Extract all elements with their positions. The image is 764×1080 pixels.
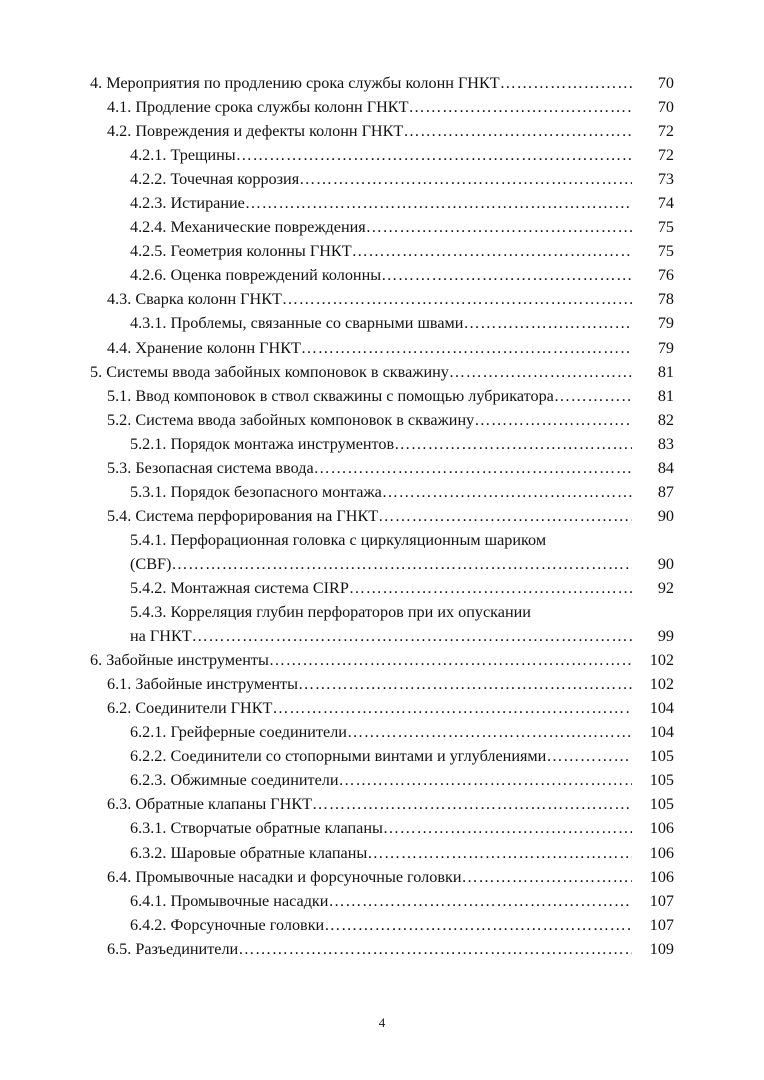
toc-entry-title: 5. Системы ввода забойных компоновок в скважину xyxy=(90,362,449,381)
toc-dot-leader xyxy=(352,239,632,263)
toc-dot-leader xyxy=(299,167,632,191)
toc-entry-line xyxy=(130,215,632,239)
toc-entry-title: 5.4.1. Перфорационная головка с циркуляционным шариком xyxy=(130,530,547,549)
toc-entry[interactable] xyxy=(0,191,764,215)
toc-entry-page: 83 xyxy=(657,434,674,453)
toc-entry[interactable] xyxy=(0,744,764,768)
toc-entry-title: 4.3.1. Проблемы, связанные со сварными швами xyxy=(130,314,464,333)
toc-entry[interactable] xyxy=(0,95,764,119)
toc-entry-title-continuation: на ГНКТ xyxy=(130,627,192,646)
toc-dot-leader xyxy=(301,336,632,360)
toc-entry[interactable] xyxy=(0,768,764,792)
toc-entry[interactable] xyxy=(0,576,764,600)
toc-entry-line xyxy=(107,937,632,961)
toc-dot-leader xyxy=(272,696,632,720)
toc-dot-leader xyxy=(366,215,632,239)
toc-dot-leader xyxy=(314,456,632,480)
toc-entry-line xyxy=(130,263,632,287)
toc-entry-page: 106 xyxy=(649,867,674,886)
toc-entry[interactable] xyxy=(0,336,764,360)
toc-entry[interactable] xyxy=(0,456,764,480)
toc-entry-title: 4.2.1. Трещины xyxy=(130,146,236,165)
toc-entry-title: 5.3.1. Порядок безопасного монтажа xyxy=(130,482,382,501)
toc-entry-line xyxy=(90,71,632,95)
toc-dot-leader xyxy=(409,95,633,119)
toc-dot-leader xyxy=(463,311,632,335)
toc-entry-title: 5.2.1. Порядок монтажа инструментов xyxy=(130,434,395,453)
toc-entry-page: 87 xyxy=(657,482,674,501)
toc-entry-line xyxy=(130,143,632,167)
toc-entry[interactable] xyxy=(0,287,764,311)
toc-entry[interactable] xyxy=(0,792,764,816)
page-number: 4 xyxy=(378,1015,386,1030)
toc-dot-leader xyxy=(324,913,632,937)
toc-entry-title: 4.1. Продление срока службы колонн ГНКТ xyxy=(107,98,409,117)
toc-dot-leader xyxy=(328,889,632,913)
toc-entry-page: 102 xyxy=(649,651,674,670)
toc-entry[interactable] xyxy=(0,119,764,143)
toc-entry-line xyxy=(130,480,632,504)
toc-entry-page: 81 xyxy=(657,362,674,381)
toc-dot-leader xyxy=(378,504,632,528)
toc-entry-title: 4. Мероприятия по продлению срока службы колонн ГНКТ xyxy=(90,74,500,92)
toc-entry-page: 104 xyxy=(649,723,674,742)
toc-entry-line xyxy=(107,287,632,311)
toc-entry-line xyxy=(130,239,632,263)
toc-entry-title: 6.4. Промывочные насадки и форсуночные головки xyxy=(107,867,462,886)
toc-entry-title: 6.3.2. Шаровые обратные клапаны xyxy=(130,843,368,862)
toc-entry-line xyxy=(130,768,632,792)
toc-entry-line xyxy=(107,95,632,119)
toc-entry-page: 99 xyxy=(657,627,674,646)
toc-entry-title: 5.1. Ввод компоновок в ствол скважины с помощью лубрикатора xyxy=(107,386,554,405)
toc-entry-page: 79 xyxy=(657,338,674,357)
toc-entry-line xyxy=(107,696,632,720)
toc-entry-line xyxy=(130,432,632,456)
toc-dot-leader xyxy=(474,408,632,432)
toc-dot-leader xyxy=(546,744,632,768)
toc-entry[interactable] xyxy=(0,937,764,961)
toc-dot-leader xyxy=(298,672,632,696)
toc-entry-title: 4.2.6. Оценка повреждений колонны xyxy=(130,266,382,285)
toc-entry-line xyxy=(107,672,632,696)
toc-entry-title: 4.4. Хранение колонн ГНКТ xyxy=(107,338,301,357)
toc-dot-leader xyxy=(282,287,632,311)
toc-entry-page: 70 xyxy=(657,74,674,92)
toc-dot-leader xyxy=(269,648,632,672)
toc-entry-title: 6.2.2. Соединители со стопорными винтами и углублениями xyxy=(130,747,547,766)
toc-entry-title: 4.3. Сварка колонн ГНКТ xyxy=(107,290,282,309)
toc-dot-leader xyxy=(171,552,632,576)
toc-entry[interactable] xyxy=(0,696,764,720)
toc-entry-line xyxy=(130,624,632,648)
toc-entry-page: 75 xyxy=(657,242,674,261)
toc-entry-title: 4.2.5. Геометрия колонны ГНКТ xyxy=(130,242,352,261)
toc-entry-page: 90 xyxy=(657,506,674,525)
toc-entry-page: 81 xyxy=(657,386,674,405)
toc-entry-line xyxy=(90,648,632,672)
toc-entry-title: 6.4.2. Форсуночные головки xyxy=(130,915,325,934)
toc-dot-leader xyxy=(554,384,632,408)
toc-entry[interactable] xyxy=(0,167,764,191)
toc-entry-line xyxy=(130,552,632,576)
toc-entry-page: 104 xyxy=(649,699,674,718)
toc-entry-continuation[interactable] xyxy=(0,552,764,576)
toc-entry-page: 107 xyxy=(649,891,674,910)
toc-dot-leader xyxy=(462,865,632,889)
toc-dot-leader xyxy=(500,71,632,95)
toc-entry[interactable] xyxy=(0,648,764,672)
toc-entry-title: 6.3. Обратные клапаны ГНКТ xyxy=(107,795,313,814)
toc-entry[interactable] xyxy=(0,215,764,239)
toc-entry-page: 82 xyxy=(657,410,674,429)
toc-entry-line xyxy=(130,600,632,624)
toc-entry-page: 72 xyxy=(657,122,674,141)
toc-entry[interactable] xyxy=(0,913,764,937)
table-of-contents xyxy=(0,71,764,961)
toc-entry-line xyxy=(130,816,632,840)
toc-dot-leader xyxy=(339,768,632,792)
toc-entry-continuation[interactable] xyxy=(0,624,764,648)
toc-entry-line xyxy=(107,504,632,528)
toc-dot-leader xyxy=(245,191,632,215)
toc-entry-line xyxy=(107,865,632,889)
toc-entry-line xyxy=(107,384,632,408)
toc-entry-title: 5.3. Безопасная система ввода xyxy=(107,458,314,477)
toc-entry-line xyxy=(130,576,632,600)
toc-entry-title: 6. Забойные инструменты xyxy=(90,651,269,670)
toc-entry-title: 4.2. Повреждения и дефекты колонн ГНКТ xyxy=(107,122,404,141)
toc-entry-title: 6.4.1. Промывочные насадки xyxy=(130,891,329,910)
toc-entry-page: 78 xyxy=(657,290,674,309)
toc-entry-title: 6.1. Забойные инструменты xyxy=(107,675,298,694)
toc-entry-line xyxy=(107,792,632,816)
toc-entry[interactable] xyxy=(0,528,764,552)
toc-entry[interactable] xyxy=(0,672,764,696)
toc-entry[interactable] xyxy=(0,239,764,263)
toc-entry-title: 6.2.1. Грейферные соединители xyxy=(130,723,347,742)
toc-entry[interactable] xyxy=(0,841,764,865)
toc-entry-page: 74 xyxy=(657,194,674,213)
toc-entry[interactable] xyxy=(0,360,764,384)
toc-entry-line xyxy=(130,841,632,865)
toc-dot-leader xyxy=(238,937,632,961)
toc-dot-leader xyxy=(383,816,632,840)
toc-entry-title: 5.4.3. Корреляция глубин перфораторов при их опускании xyxy=(130,603,531,622)
toc-dot-leader xyxy=(312,792,632,816)
toc-entry-page: 109 xyxy=(649,939,674,958)
toc-entry-page: 105 xyxy=(649,771,674,790)
toc-entry-title: 5.2. Система ввода забойных компоновок в скважину xyxy=(107,410,475,429)
toc-entry[interactable] xyxy=(0,504,764,528)
toc-entry-line xyxy=(130,744,632,768)
toc-entry-page: 90 xyxy=(657,554,674,573)
toc-entry-title: 5.4. Система перфорирования на ГНКТ xyxy=(107,506,379,525)
toc-dot-leader xyxy=(403,119,632,143)
toc-dot-leader xyxy=(449,360,632,384)
toc-entry-page: 106 xyxy=(649,843,674,862)
toc-entry-title: 6.2. Соединители ГНКТ xyxy=(107,699,273,718)
toc-entry-line xyxy=(130,889,632,913)
toc-entry[interactable] xyxy=(0,432,764,456)
toc-entry-line xyxy=(130,528,632,552)
toc-entry-title: 6.3.1. Створчатые обратные клапаны xyxy=(130,819,383,838)
toc-entry[interactable] xyxy=(0,384,764,408)
toc-entry-page: 79 xyxy=(657,314,674,333)
toc-dot-leader xyxy=(349,576,632,600)
toc-entry-page: 105 xyxy=(649,747,674,766)
toc-entry[interactable] xyxy=(0,263,764,287)
toc-entry-page: 73 xyxy=(657,170,674,189)
toc-dot-leader xyxy=(347,720,632,744)
toc-entry-line xyxy=(130,311,632,335)
toc-entry-page: 75 xyxy=(657,218,674,237)
toc-entry[interactable] xyxy=(0,889,764,913)
toc-entry-line xyxy=(130,913,632,937)
toc-dot-leader xyxy=(382,480,632,504)
toc-entry[interactable] xyxy=(0,143,764,167)
toc-entry-title: 5.4.2. Монтажная система CIRP xyxy=(130,578,349,597)
toc-entry-title: 4.2.4. Механические повреждения xyxy=(130,218,366,237)
toc-dot-leader xyxy=(192,624,632,648)
toc-dot-leader xyxy=(381,263,632,287)
toc-dot-leader xyxy=(367,841,632,865)
toc-entry[interactable] xyxy=(0,311,764,335)
toc-entry[interactable] xyxy=(0,71,764,95)
toc-dot-leader xyxy=(394,432,632,456)
toc-entry[interactable] xyxy=(0,865,764,889)
toc-entry-line xyxy=(130,167,632,191)
toc-entry-title: 4.2.3. Истирание xyxy=(130,194,245,213)
toc-entry-page: 102 xyxy=(649,675,674,694)
toc-entry-title: 4.2.2. Точечная коррозия xyxy=(130,170,300,189)
toc-entry[interactable] xyxy=(0,720,764,744)
toc-entry-title: 6.5. Разъединители xyxy=(107,939,239,958)
toc-entry[interactable] xyxy=(0,816,764,840)
toc-entry[interactable] xyxy=(0,600,764,624)
toc-entry-page: 107 xyxy=(649,915,674,934)
toc-entry-line xyxy=(130,191,632,215)
toc-entry-page: 84 xyxy=(657,458,674,477)
toc-entry-page: 106 xyxy=(649,819,674,838)
toc-entry-line xyxy=(130,720,632,744)
toc-entry-page: 92 xyxy=(657,578,674,597)
toc-entry-line xyxy=(107,456,632,480)
toc-entry-page: 72 xyxy=(657,146,674,165)
toc-entry-line xyxy=(107,336,632,360)
toc-entry[interactable] xyxy=(0,480,764,504)
toc-entry-page: 105 xyxy=(649,795,674,814)
toc-entry-title: 6.2.3. Обжимные соединители xyxy=(130,771,339,790)
toc-entry-line xyxy=(107,408,632,432)
toc-entry-title-continuation: (CBF) xyxy=(130,554,172,573)
toc-entry[interactable] xyxy=(0,408,764,432)
toc-entry-page: 70 xyxy=(657,98,674,117)
toc-entry-line xyxy=(90,360,632,384)
toc-entry-page: 76 xyxy=(657,266,674,285)
toc-entry-line xyxy=(107,119,632,143)
toc-dot-leader xyxy=(236,143,632,167)
